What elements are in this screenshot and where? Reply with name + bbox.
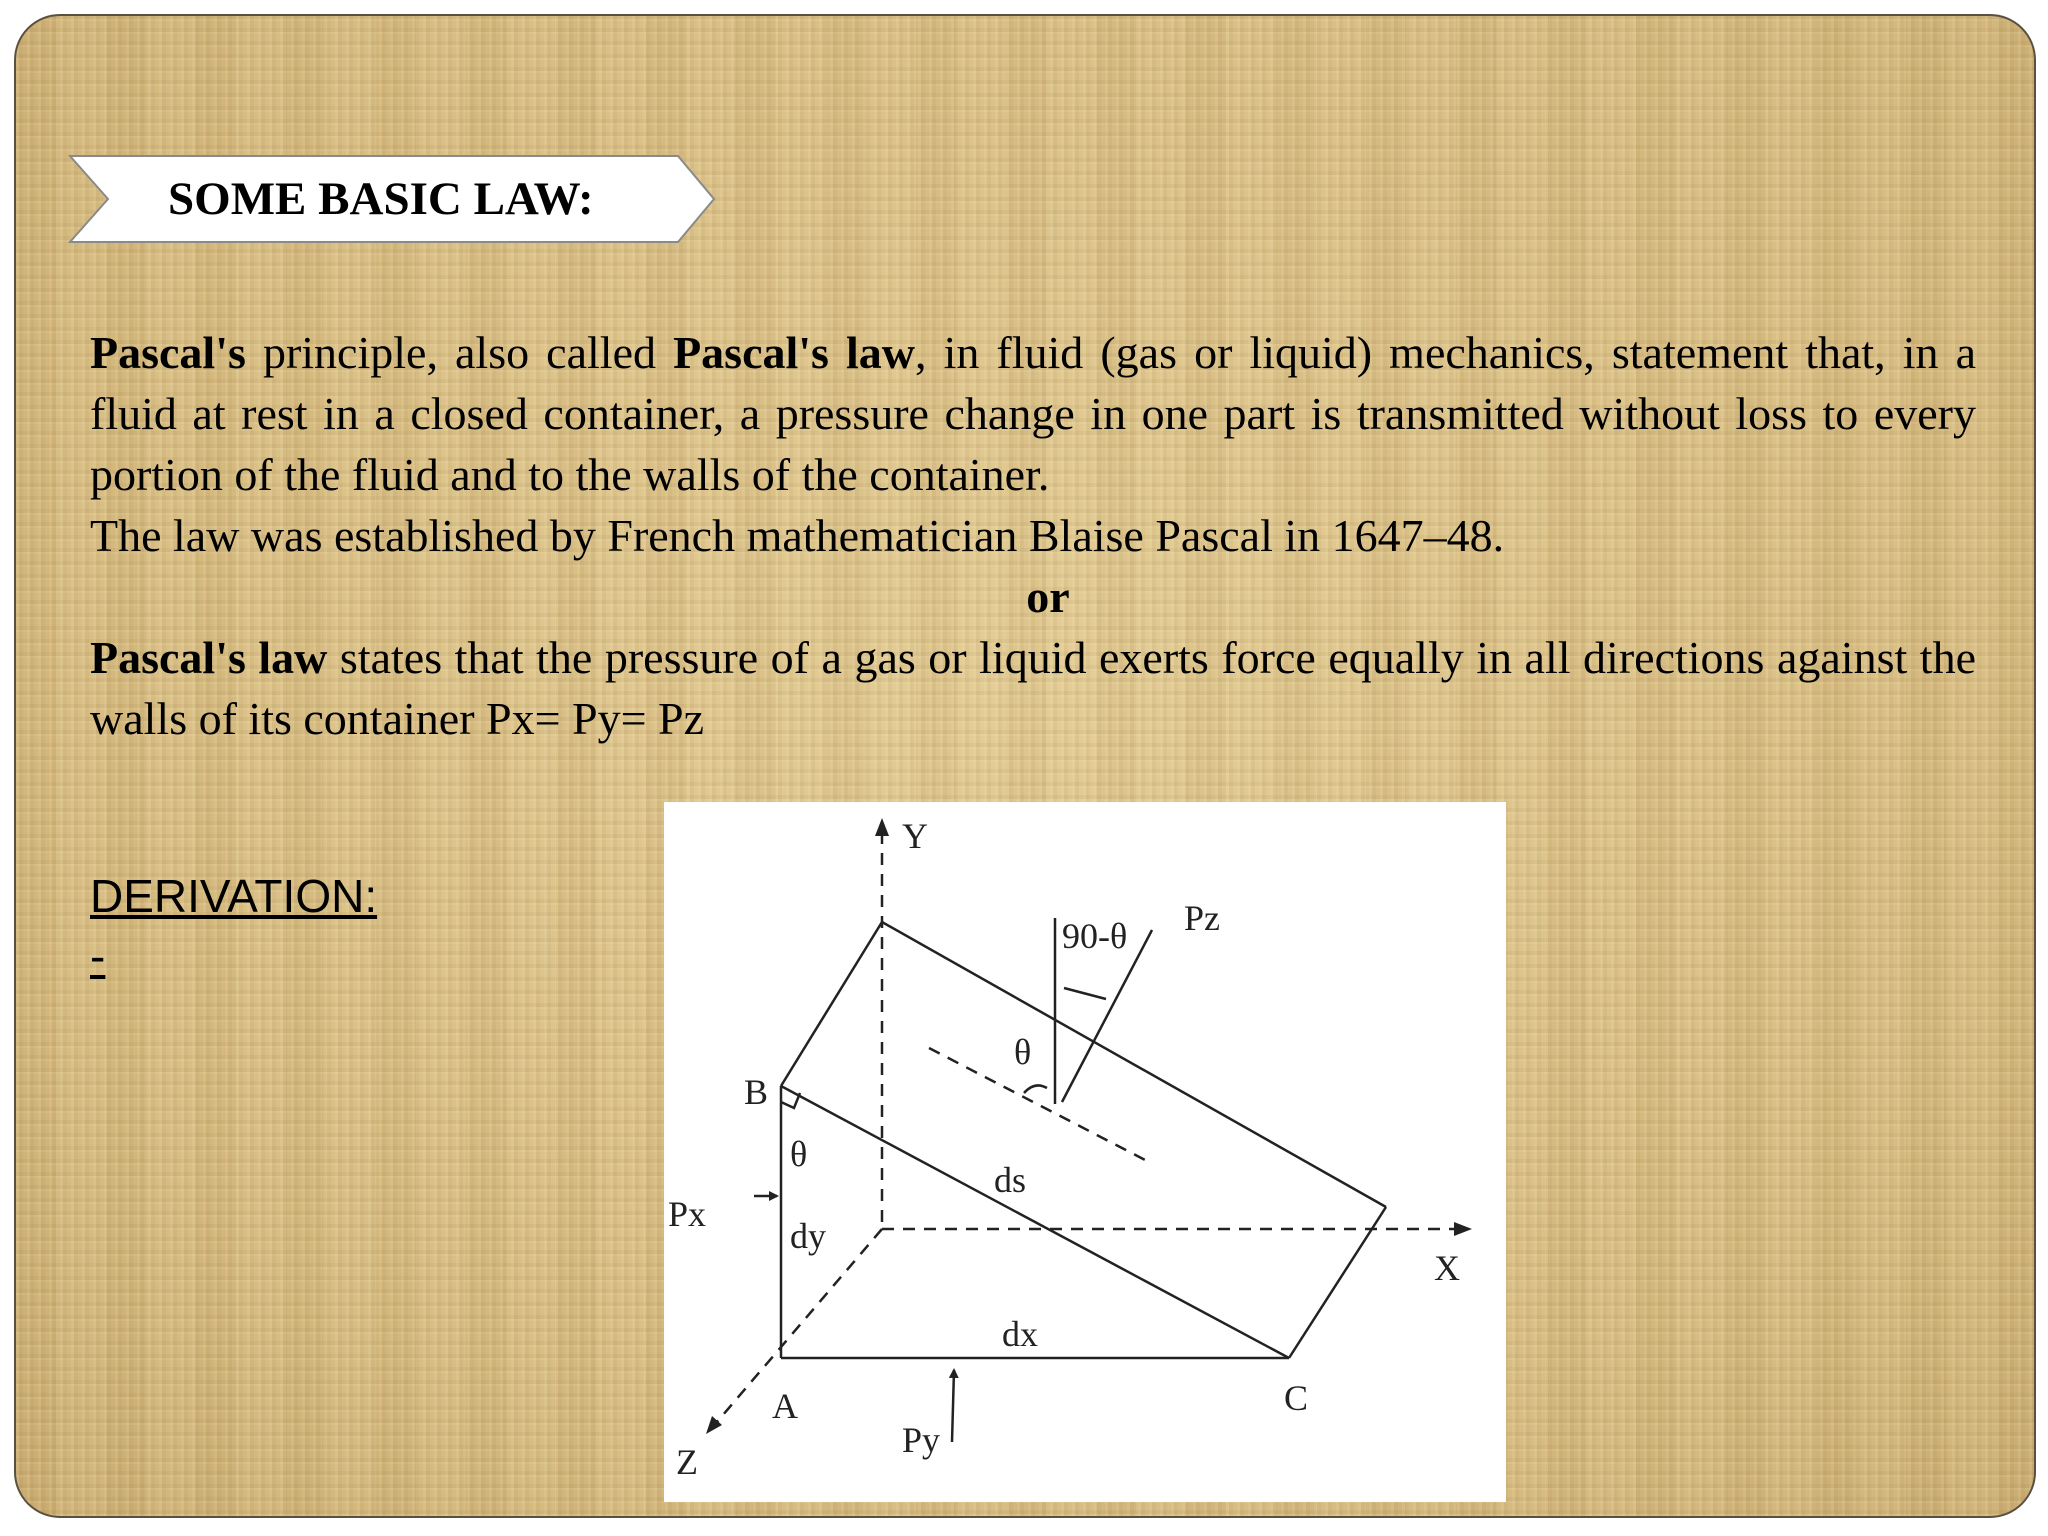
x-axis-arrowhead xyxy=(1454,1222,1472,1236)
label-z: Z xyxy=(676,1442,698,1482)
statement-text: states that the pressure of a gas or liquid exerts force equally in all directions against the walls of its container Px= Py= Pz xyxy=(90,632,1976,744)
history-paragraph: The law was established by French mathematician Blaise Pascal in 1647–48. xyxy=(90,510,1505,561)
derivation-dash: - xyxy=(90,930,106,982)
angle-arc-theta xyxy=(1024,1085,1047,1093)
angle-mark-90-theta xyxy=(1064,988,1106,999)
label-x: X xyxy=(1434,1248,1460,1288)
label-px: Px xyxy=(668,1194,707,1234)
definition-text-2: , in fluid (gas or liquid) mechanics, statement that, in a fluid at rest in a closed container, a pressure change in one part is transmitted without loss to every portion of the fluid and to the walls of the container. xyxy=(90,327,1977,500)
label-dx: dx xyxy=(1002,1314,1038,1354)
pascal-statement-paragraph xyxy=(90,627,1976,749)
py-arrow xyxy=(952,1370,954,1442)
z-axis-arrowhead xyxy=(706,1416,722,1434)
label-theta-b: θ xyxy=(790,1134,808,1174)
label-dy: dy xyxy=(790,1216,826,1256)
z-axis-dashed xyxy=(716,1229,882,1423)
centerline-dashed xyxy=(929,1048,1149,1162)
edge-b-top xyxy=(781,922,882,1086)
label-theta-top: θ xyxy=(1014,1032,1032,1072)
or-separator: or xyxy=(1026,571,1070,622)
pascal-definition-paragraph xyxy=(90,322,1976,505)
label-pz: Pz xyxy=(1184,898,1220,938)
label-90-minus-theta: 90-θ xyxy=(1062,916,1128,956)
term-pascals-law-2: Pascal's law xyxy=(90,632,328,683)
y-axis-arrowhead xyxy=(875,818,889,836)
slide-title: SOME BASIC LAW: xyxy=(168,173,594,225)
label-ds: ds xyxy=(994,1160,1027,1200)
label-a: A xyxy=(772,1386,798,1426)
label-y: Y xyxy=(902,816,928,856)
wedge-diagram-svg xyxy=(664,802,1506,1502)
pascal-law-diagram xyxy=(664,802,1506,1502)
body-text xyxy=(90,322,1976,749)
term-pascals-law: Pascal's law xyxy=(673,327,916,378)
label-b: B xyxy=(744,1072,769,1112)
term-pascals: Pascal's xyxy=(90,327,246,378)
slide-background xyxy=(14,14,2036,1518)
derivation-heading: DERIVATION: xyxy=(90,870,378,922)
label-py: Py xyxy=(902,1420,941,1460)
title-banner xyxy=(68,154,718,244)
label-c: C xyxy=(1284,1378,1309,1418)
definition-text-1: principle, also called xyxy=(245,327,674,378)
